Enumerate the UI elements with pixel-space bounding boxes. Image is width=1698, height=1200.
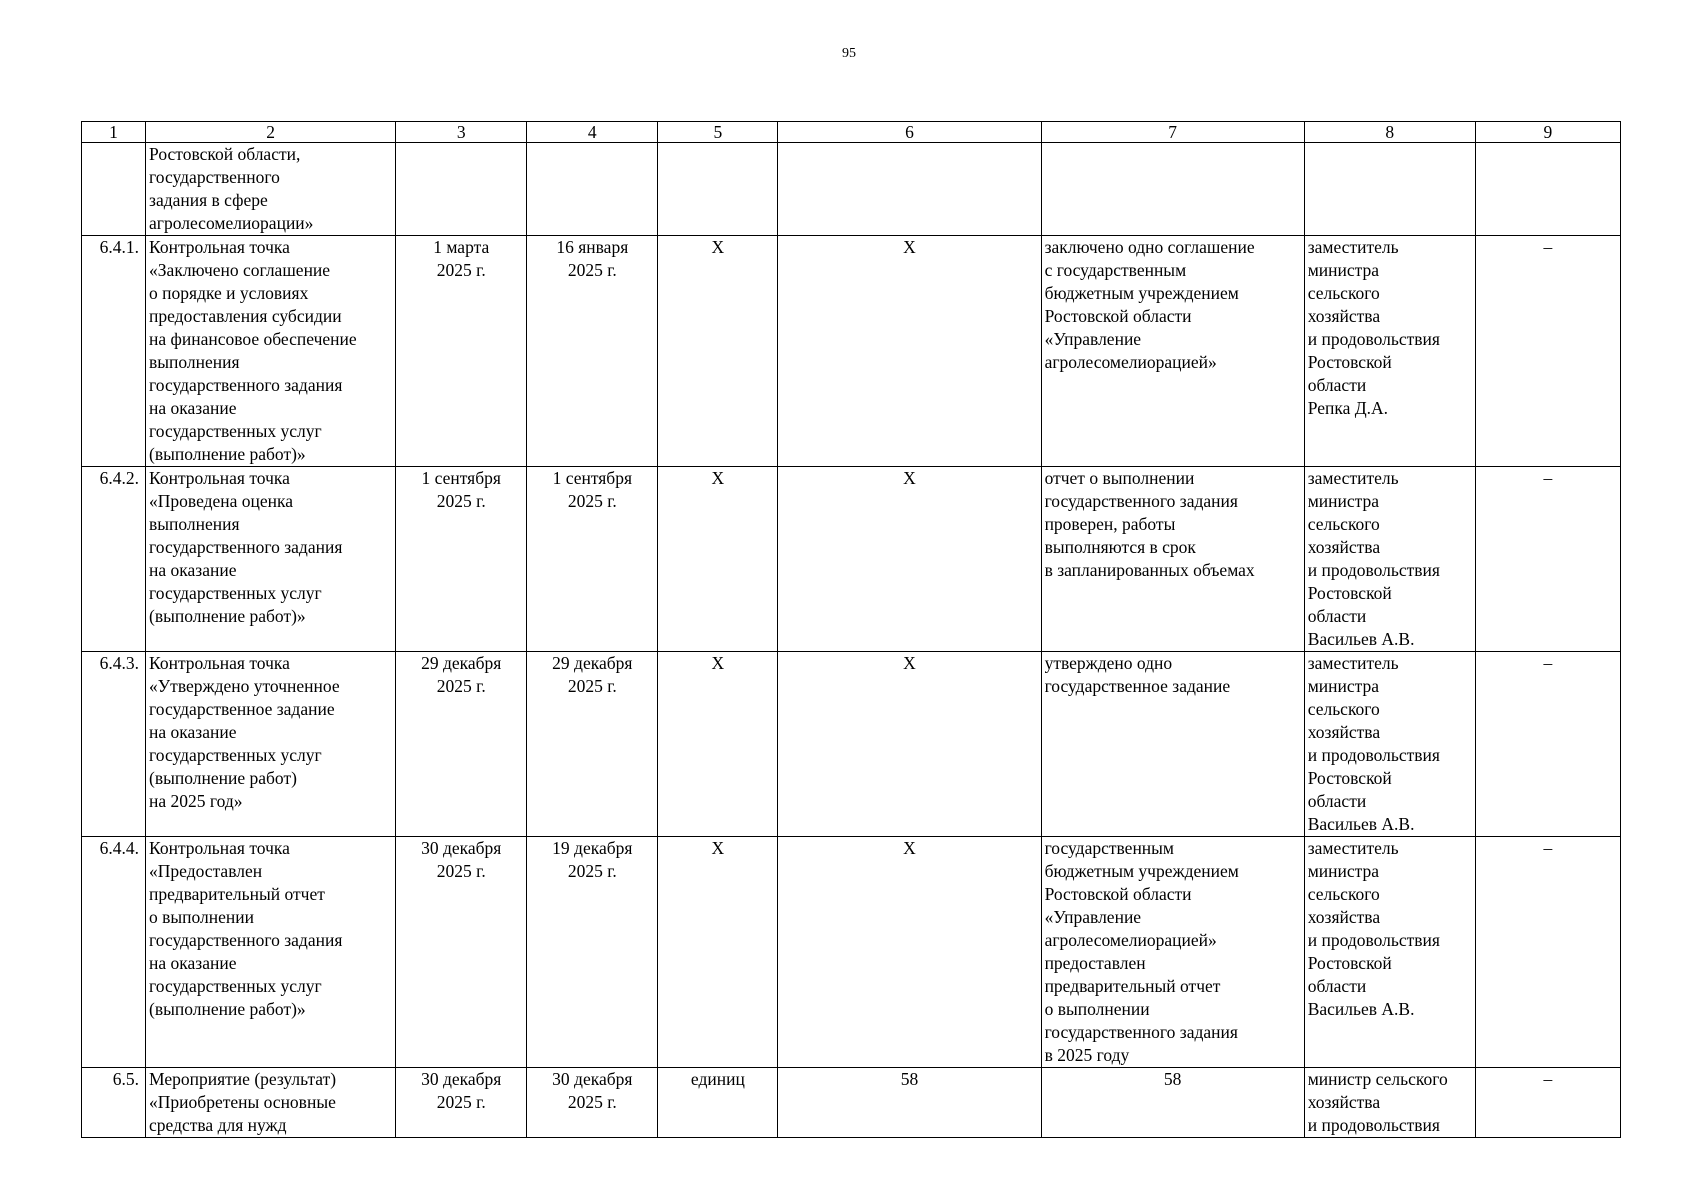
row-plan-value (778, 143, 1041, 236)
row-start-date: 30 декабря 2025 г. (396, 1068, 527, 1138)
row-unit (658, 143, 778, 236)
row-plan-value: Х (778, 652, 1041, 837)
row-name: Ростовской области, государственного задания в сфере агролесомелиорации» (146, 143, 396, 236)
row-note (1475, 143, 1620, 236)
row-unit: Х (658, 236, 778, 467)
row-name: Мероприятие (результат) «Приобретены основные средства для нужд (146, 1068, 396, 1138)
table-row (82, 652, 1621, 837)
header-col-3: 3 (396, 122, 527, 143)
table-row (82, 1068, 1621, 1138)
row-number: 6.4.3. (82, 652, 146, 837)
row-name: Контрольная точка «Утверждено уточненное государственное задание на оказание государственных услуг (выполнение работ) на 2025 год» (146, 652, 396, 837)
row-end-date: 16 января 2025 г. (527, 236, 658, 467)
header-col-2: 2 (146, 122, 396, 143)
row-note: – (1475, 236, 1620, 467)
header-col-6: 6 (778, 122, 1041, 143)
row-result (1041, 143, 1304, 236)
row-responsible: заместитель министра сельского хозяйства и продовольствия Ростовской области Васильев А.В. (1304, 467, 1475, 652)
row-plan-value: 58 (778, 1068, 1041, 1138)
row-unit: единиц (658, 1068, 778, 1138)
row-end-date: 1 сентября 2025 г. (527, 467, 658, 652)
row-unit: Х (658, 467, 778, 652)
row-responsible (1304, 143, 1475, 236)
row-number: 6.5. (82, 1068, 146, 1138)
plan-table (81, 121, 1621, 1138)
header-col-9: 9 (1475, 122, 1620, 143)
header-col-7: 7 (1041, 122, 1304, 143)
row-end-date: 19 декабря 2025 г. (527, 837, 658, 1068)
row-result: государственным бюджетным учреждением Ростовской области «Управление агролесомелиорацией» предоставлен предварительный отчет о выполнении государственного задания в 2025 году (1041, 837, 1304, 1068)
header-row (82, 122, 1621, 143)
row-end-date: 30 декабря 2025 г. (527, 1068, 658, 1138)
row-name: Контрольная точка «Заключено соглашение о порядке и условиях предоставления субсидии на финансовое обеспечение выполнения государственного задания на оказание государственных услуг (выполнение работ)» (146, 236, 396, 467)
table-row (82, 837, 1621, 1068)
row-name: Контрольная точка «Предоставлен предварительный отчет о выполнении государственного задания на оказание государственных услуг (выполнение работ)» (146, 837, 396, 1068)
row-plan-value: Х (778, 837, 1041, 1068)
row-number (82, 143, 146, 236)
page-number: 95 (842, 46, 856, 61)
row-start-date (396, 143, 527, 236)
row-unit: Х (658, 652, 778, 837)
header-col-1: 1 (82, 122, 146, 143)
row-result: заключено одно соглашение с государственным бюджетным учреждением Ростовской области «Управление агролесомелиорацией» (1041, 236, 1304, 467)
row-responsible: заместитель министра сельского хозяйства и продовольствия Ростовской области Васильев А.В. (1304, 837, 1475, 1068)
row-result: утверждено одно государственное задание (1041, 652, 1304, 837)
header-col-5: 5 (658, 122, 778, 143)
header-col-8: 8 (1304, 122, 1475, 143)
row-note: – (1475, 652, 1620, 837)
row-responsible: министр сельского хозяйства и продовольствия (1304, 1068, 1475, 1138)
row-note: – (1475, 837, 1620, 1068)
row-result: отчет о выполнении государственного задания проверен, работы выполняются в срок в запланированных объемах (1041, 467, 1304, 652)
row-responsible: заместитель министра сельского хозяйства и продовольствия Ростовской области Васильев А.В. (1304, 652, 1475, 837)
row-start-date: 30 декабря 2025 г. (396, 837, 527, 1068)
row-note: – (1475, 467, 1620, 652)
table-row (82, 143, 1621, 236)
row-plan-value: Х (778, 236, 1041, 467)
row-note: – (1475, 1068, 1620, 1138)
row-number: 6.4.2. (82, 467, 146, 652)
row-number: 6.4.4. (82, 837, 146, 1068)
row-name: Контрольная точка «Проведена оценка выполнения государственного задания на оказание государственных услуг (выполнение работ)» (146, 467, 396, 652)
row-start-date: 1 марта 2025 г. (396, 236, 527, 467)
header-col-4: 4 (527, 122, 658, 143)
row-plan-value: Х (778, 467, 1041, 652)
row-result: 58 (1041, 1068, 1304, 1138)
row-end-date: 29 декабря 2025 г. (527, 652, 658, 837)
row-number: 6.4.1. (82, 236, 146, 467)
table-row (82, 236, 1621, 467)
row-end-date (527, 143, 658, 236)
row-responsible: заместитель министра сельского хозяйства и продовольствия Ростовской области Репка Д.А. (1304, 236, 1475, 467)
table-row (82, 467, 1621, 652)
row-start-date: 1 сентября 2025 г. (396, 467, 527, 652)
row-unit: Х (658, 837, 778, 1068)
row-start-date: 29 декабря 2025 г. (396, 652, 527, 837)
